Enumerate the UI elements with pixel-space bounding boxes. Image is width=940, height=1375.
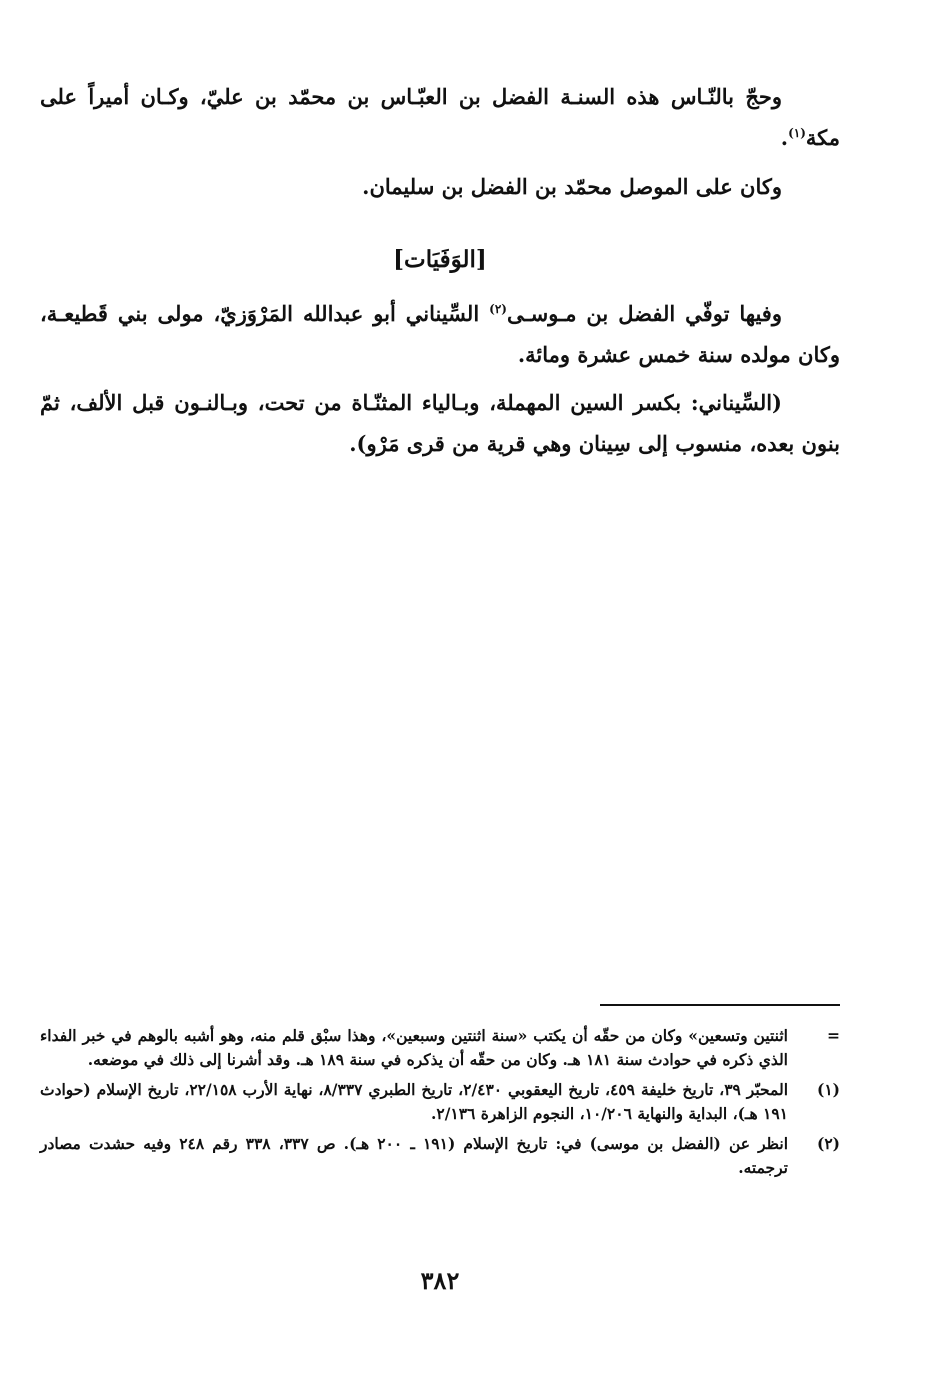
footnote-text: اثنتين وتسعين» وكان من حقّه أن يكتب «سنة اثنتين وسبعين»، وهذا سبْق قلم منه، وهو أشبه بالوهم في خبر الفداء الذي ذكره في حوادث سنة ١٨١ هـ. وكان من حقّه أن يذكره في سنة ١٨٩ هـ. وقد أشرنا إلى ذلك في موضعه. xyxy=(40,1026,788,1069)
footnote-marker: (٢) xyxy=(816,1134,840,1153)
paragraph-mosul-text: وكان على الموصل محمّد بن الفضل بن سليمان. xyxy=(362,174,782,199)
page-number: ٣٨٢ xyxy=(420,1266,460,1295)
footnote-marker: = xyxy=(827,1026,840,1045)
footnote-divider xyxy=(600,1004,840,1006)
footnote-ref-2: (٢) xyxy=(489,302,507,316)
footnotes-section xyxy=(40,1024,840,1186)
paragraph-sinani-note xyxy=(40,382,840,464)
footnote-marker: (١) xyxy=(816,1080,840,1099)
paragraph-hajj-text: وحجّ بالنّـاس هذه السنـة الفضل بن العبّـاس بن محمّد بن عليّ، وكـان أميراً على مكة xyxy=(40,84,840,150)
paragraph-hajj xyxy=(40,76,840,158)
paragraph-obituary-start: وفيها توفّي الفضل بن مـوسـى xyxy=(506,301,782,326)
footnote-text: المحبّر ٣٩، تاريخ خليفة ٤٥٩، تاريخ اليعقوبي ٢/٤٣٠، تاريخ الطبري ٨/٣٣٧، نهاية الأرب ٢٢/١٥٨، تاريخ الإسلام (حوادث ١٩١ هـ)، البداية والنهاية ١٠/٢٠٦، النجوم الزاهرة ٢/١٣٦. xyxy=(40,1080,788,1123)
section-heading: [الوَفَيَات] xyxy=(393,246,487,273)
footnote-ref-1: (١) xyxy=(788,126,806,140)
footnote-text: انظر عن (الفضل بن موسى) في: تاريخ الإسلام (١٩١ ـ ٢٠٠ هـ). ص ٣٣٧، ٣٣٨ رقم ٢٤٨ وفيه حشدت مصادر ترجمته. xyxy=(40,1134,789,1177)
paragraph-hajj-end: . xyxy=(780,125,789,150)
paragraph-mosul xyxy=(40,166,840,207)
paragraph-obituary-end: السِّيناني أبو عبدالله المَرْوَزيّ، مولى بني قَطيعـة، وكان مولده سنة خمس عشرة ومائة. xyxy=(40,301,840,367)
footnote-continuation xyxy=(40,1024,840,1072)
paragraph-sinani-text: (السِّيناني: بكسر السين المهملة، وبـالياء المثنّـاة من تحت، وبـالنـون قبل الألف، ثمّ بنون بعده، منسوب إلى سِينان وهي قرية من قرى مَرْو). xyxy=(40,390,840,456)
footnote-1 xyxy=(40,1078,840,1126)
paragraph-obituary xyxy=(40,293,840,375)
footnote-2 xyxy=(40,1132,840,1180)
